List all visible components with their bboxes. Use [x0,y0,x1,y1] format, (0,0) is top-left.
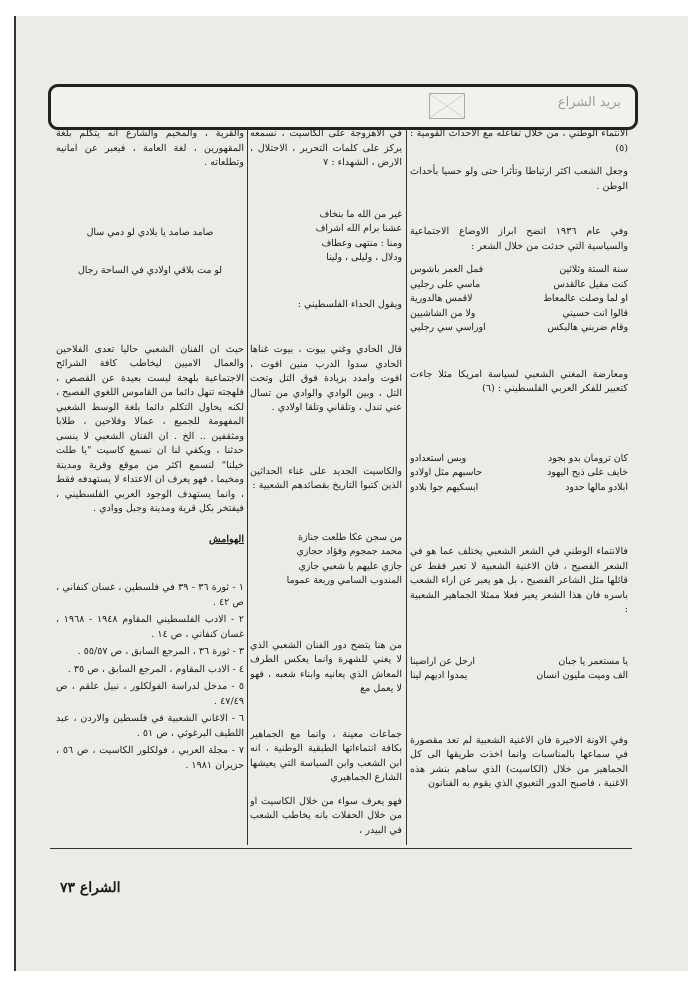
envelope-icon [429,93,465,119]
paragraph: قال الحادي وغني بيوت ، بيوت غناها الحادي سدوا الدرب منين افوت ، افوت وامدد بزيادة فوق التل وتحت التل ، وبين الوادي والوادي من تسال عني تندل ، وتلقاني وتلقا اولادي . [250,344,402,413]
verse: او لما وصلت عالمعاط [543,293,628,304]
paragraph: والقرية ، والمخيم والشارع انه يتكلم بلغة المقهورين ، لغة العامة ، فيعبر عن امانيه وتطلعاته . [56,128,244,168]
page-number: الشراع ٧٣ [60,880,121,896]
paragraph: ويقول الحداء الفلسطيني : [297,298,402,310]
banner-title: بريد الشراع [557,95,621,110]
column-middle [250,127,402,845]
paragraph: في الاهزوجة على الكاسيت ، نسمعه يركز على كلمات التحرير ، الاحتلال ، الارض ، الشهداء : ٧ [250,128,402,168]
footnote: ٢ - الادب الفلسطيني المقاوم ١٩٤٨ - ١٩٦٨ ، غسان كنفاني ، ص ١٤ . [56,614,244,640]
verse: ودلال ، وليلى ، ولينا [326,252,402,263]
verse: ابسكيهم جوا بلادو [410,481,479,493]
paragraph: فالانتماء الوطني في الشعر الشعبي يختلف عما هو في الشعر الفصيح ، فان الاغنية الشعبية لا تعبر فقط عن قائلها مثل الشاعر الفصيح ، بل هو يعبر عن اراء الشعب باسره فان هذا الشعر يعبر فعلا ممثلا الجماهير الشعبية : [410,546,628,615]
verse: كنت مقيل عالقدس [553,278,628,290]
paragraph: فهو يعرف سواء من خلال الكاسيت او من خلال الحفلات بانه يخاطب الشعب في البيدر ، [250,795,402,836]
footnote: ٣ - ثورة ٣٦ ، المرجع السابق ، ص ٥٥/٥٧ . [77,646,244,657]
verse: وبس استعدادو [410,452,467,464]
verse: حاسبهم مثل اولادو [410,467,482,478]
verse: عشنا برام الله اشراف [315,223,402,234]
poem-block [410,263,628,336]
verse: ابلادو مالها حدود [565,481,628,493]
verse: يا مستعمر يا جبان [558,655,628,667]
verse: سنة الستة وثلاثين [559,264,628,275]
poem-block [410,452,628,496]
verse: ولا من الشاشيين [410,307,476,319]
verse: اوراسي سي رجليي [410,322,486,333]
verse: فمل العمر باشوس [410,264,484,275]
paragraph: وفي عام ١٩٣٦ اتضح ابراز الاوضاع الاجتماعية والسياسية التي حدثت من خلال الشعر : [410,226,628,252]
paragraph: وجعل الشعب اكثر ارتباطا وتأثرا حتى ولو حسيا بأحداث الوطن . [410,166,628,192]
verse: المندوب السامي وربعة عموما [286,575,402,586]
column-divider [406,127,407,845]
verse: يمدوا اديهم لينا [410,670,468,681]
footnote: ١ - ثورة ٣٦ - ٣٩ في فلسطين ، غسان كنفاني ، ص ٤٢ . [56,582,244,608]
poem-block [250,208,402,266]
verse: من سجن عكا طلعت جنازة [298,531,402,543]
verse: وقام ضربني هالبكس [547,322,628,333]
verse: قالوا انت حسيني [562,307,628,319]
paragraph: حيث ان الفنان الشعبي حاليا تعدى الفلاحين والعمال الاميين ليخاطب كافة الشرائح الاجتماعية بلهجة ليست بعيدة عن القصص ، فلهجته تنهل دائما من القاموس اللغوي الفصيح ، لكنه يحاول التكلم دائما بلغة الوسط الشعبي المفهومة للجميع ، عمالا وفلاحين ، طلابا ومثقفين .. الخ . ان الفنان الشعبي لا ينسى حدثنا ، ويكفي لنا ان نسمع كاسيت "يا طلت خيلنا" لنسمع اكثر من موقع وقرية ومدينة ومخيما ، فهو يعرف ان الاعتداء لا يستهدفه فقط ، وانما يستهدف الوجود العربي الفلسطيني ، فيفتخر بكل قرية ومدينة وجبل ووادي . [56,343,244,514]
footnotes-list [56,581,244,773]
verse: ومنا : منتهى وعطاف [321,237,402,249]
footnote: ٦ - الاغاني الشعبية في فلسطين والاردن ، عبد اللطيف البرغوثي ، ص ٥١ . [56,713,244,739]
verse: لاقمس هالدورية [410,293,473,304]
paragraph: من هنا يتضح دور الفنان الشعبي الذي لا يغني للشهرة وانما يعكس الطرف المعاش الذي يعانيه وابناء شعبه ، فهو لا يعمل مع [250,639,402,694]
verse: ارحل عن اراضينا [410,655,475,667]
column-left [56,127,244,845]
verse: محمد جمجوم وفؤاد حجازي [296,546,402,557]
verse: غير من الله ما بنخاف [319,208,402,220]
verse: خايف على ذبح اليهود [547,467,628,478]
footnote: ٥ - مدخل لدراسة الفولكلور ، نبيل علقم ، ص ٤٧/٤٩ . [56,681,244,707]
section-banner [48,84,638,130]
column-divider [247,127,248,845]
paragraph: ومعارضة المغني الشعبي لسياسة امريكا مثلا جاءت كتعبير للفكر العربي الفلسطيني : (٦) [410,368,628,394]
poem-block [250,531,402,589]
verse: لو مت بلاقي اولادي في الساحة رجال [77,265,223,276]
paragraph: والكاسيت الجديد على غناء الحداثين الذين كتبوا التاريخ بقصائدهم الشعبية : [250,465,402,491]
footnote: ٤ - الادب المقاوم ، المرجع السابق ، ص ٣٥ . [67,663,244,675]
verse: جازي عليهم يا شعبي جازي [298,560,402,572]
poem-block [56,226,244,279]
footnote: ٧ - مجلة العربي ، فولكلور الكاسيت ، ص ٥٦ ، حزيران ١٩٨١ . [56,745,244,771]
bottom-rule [50,848,632,849]
verse: الف وميت مليون انسان [536,670,628,681]
verse: صامد صامد يا بلادي لو دمي سال [86,226,214,238]
paragraph: وفي الاونة الاخيرة فان الاغنية الشعبية لم تعد مقصورة في سماعها بالمناسبات وانما اخذت طريقها الى كل الجماهير من خلال (الكاسيت) الذي ساهم بنشر هذه الاغنية ، فاصبح الدور التعبوي الذي يقوم به الفنانون [410,734,628,789]
poem-block [410,655,628,684]
footnotes-title: الهوامش [208,533,244,545]
paragraph: الانتماء الوطني ، من خلال تفاعله مع الاحداث القومية : (٥) [410,128,628,154]
verse: ماسي على رجليي [410,278,481,290]
column-right [410,127,628,845]
paragraph: جماعات معينة ، وانما مع الجماهير بكافة انتماءاتها الطبقية الوطنية ، انه ابن الشعب وابن السياسة التي يعيشها الشارع الجماهيري [250,728,402,783]
verse: كان ترومان بدو بجود [548,452,628,464]
